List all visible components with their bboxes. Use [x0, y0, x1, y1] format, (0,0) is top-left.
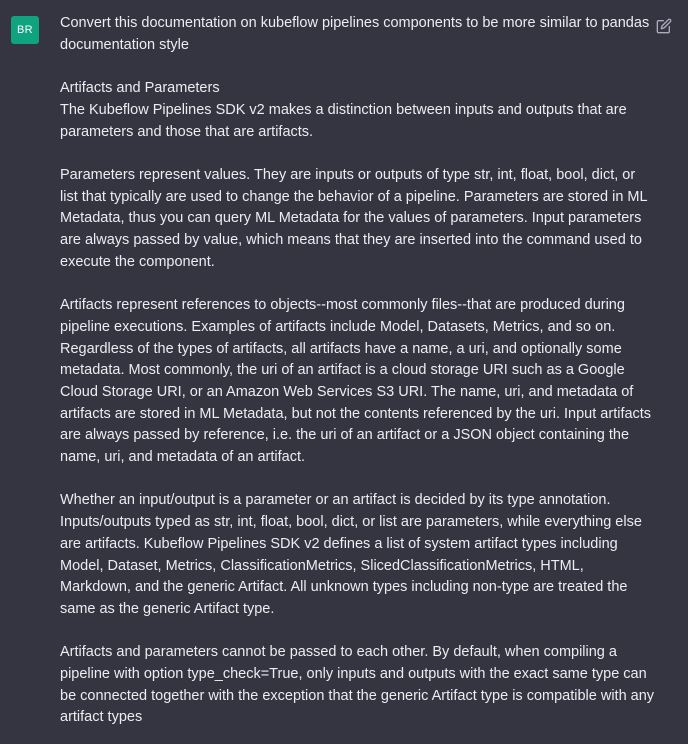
message-paragraph-artifacts-parameters: Artifacts and Parameters The Kubeflow Pipelines SDK v2 makes a distinction between inputs and outputs that are parameters and those that are artifacts. — [60, 80, 627, 140]
message-paragraph-request: Convert this documentation on kubeflow pipelines components to be more similar to pandas documentation style — [60, 15, 650, 53]
edit-icon — [656, 18, 672, 34]
message-paragraph-passing: Artifacts and parameters cannot be passed to each other. By default, when compiling a pipeline with option type_check=True, only inputs and outputs with the exact same type can be connected together with the exception that the generic Artifact type is compatible with any artifact types — [60, 644, 655, 726]
avatar-initials: BR — [17, 24, 33, 36]
user-avatar — [11, 16, 39, 44]
message-paragraph-artifacts: Artifacts represent references to objects--most commonly files--that are produced during pipeline executions. Examples of artifacts include Model, Datasets, Metrics, and so on. Regardless of the types of artifacts, all artifacts have a name, a uri, and optionally some metadata. Most commonly, the uri of an artifact is a cloud storage URI such as a Google Cloud Storage URI, or an Amazon Web Services S3 URI. The name, uri, and metadata of artifacts are stored in ML Metadata, but not the contents referenced by the uri. Input artifacts are always passed by reference, i.e. the uri of an artifact or a JSON object containing the name, uri, and metadata of an artifact. — [60, 297, 652, 466]
message-content — [60, 13, 655, 744]
message-paragraph-type-annotation: Whether an input/output is a parameter or an artifact is decided by its type annotation. Inputs/outputs typed as str, int, float, bool, dict, or list are parameters, while everything else are artifacts. Kubeflow Pipelines SDK v2 defines a list of system artifact types including Model, Dataset, Metrics, ClassificationMetrics, SlicedClassificationMetrics, HTML, Markdown, and the generic Artifact. All unknown types including non-type are treated the same as the generic Artifact type. — [60, 492, 642, 617]
edit-button[interactable] — [656, 18, 672, 34]
message-paragraph-parameters: Parameters represent values. They are inputs or outputs of type str, int, float, bool, dict, or list that typically are used to change the behavior of a pipeline. Parameters are stored in ML Metadata, thus you can query ML Metadata for the values of parameters. Input parameters are always passed by value, which means that they are inserted into the command used to execute the component. — [60, 166, 648, 270]
